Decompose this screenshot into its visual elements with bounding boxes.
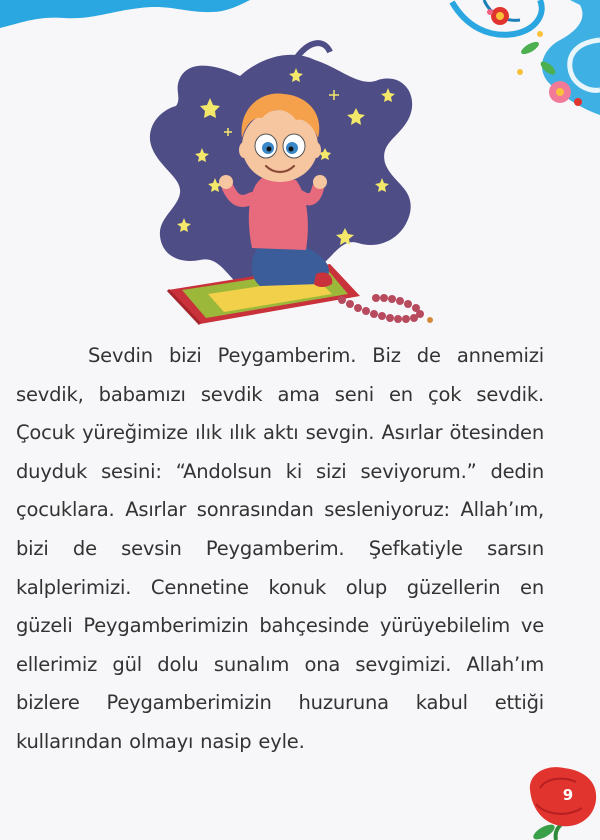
prayer-beads bbox=[338, 294, 433, 323]
story-paragraph: Sevdin bizi Peygamberim. Biz de annemizi sevdik, babamızı sevdik ama seni en çok sevdik. Çocuk yüreğimize ılık ılık aktı sevgin. Asırlar ötesinden duyduk sesini: “Andolsun ki sizi seviyorum.” dedin çocuklara. Asırlar sonrasından sesleniyoruz: Allah’ım, bizi de sevsin Peygamberim. Şefkatiyle sarsın kalplerimizi. Cennetine konuk olup güzellerin en güzeli Peygamberimizin bahçesinde yürüyebilelim ve ellerimiz gül dolu sunalım ona sevgimizi. Allah’ım bizlere Peygamberimizin huzuruna kabul ettiği kullarından olmayı nasip eyle. bbox=[16, 344, 544, 753]
floral-swirl-corner bbox=[430, 0, 600, 120]
page-number: 9 bbox=[562, 786, 574, 804]
praying-boy-illustration bbox=[120, 28, 440, 328]
blue-wave-decoration bbox=[0, 0, 250, 30]
